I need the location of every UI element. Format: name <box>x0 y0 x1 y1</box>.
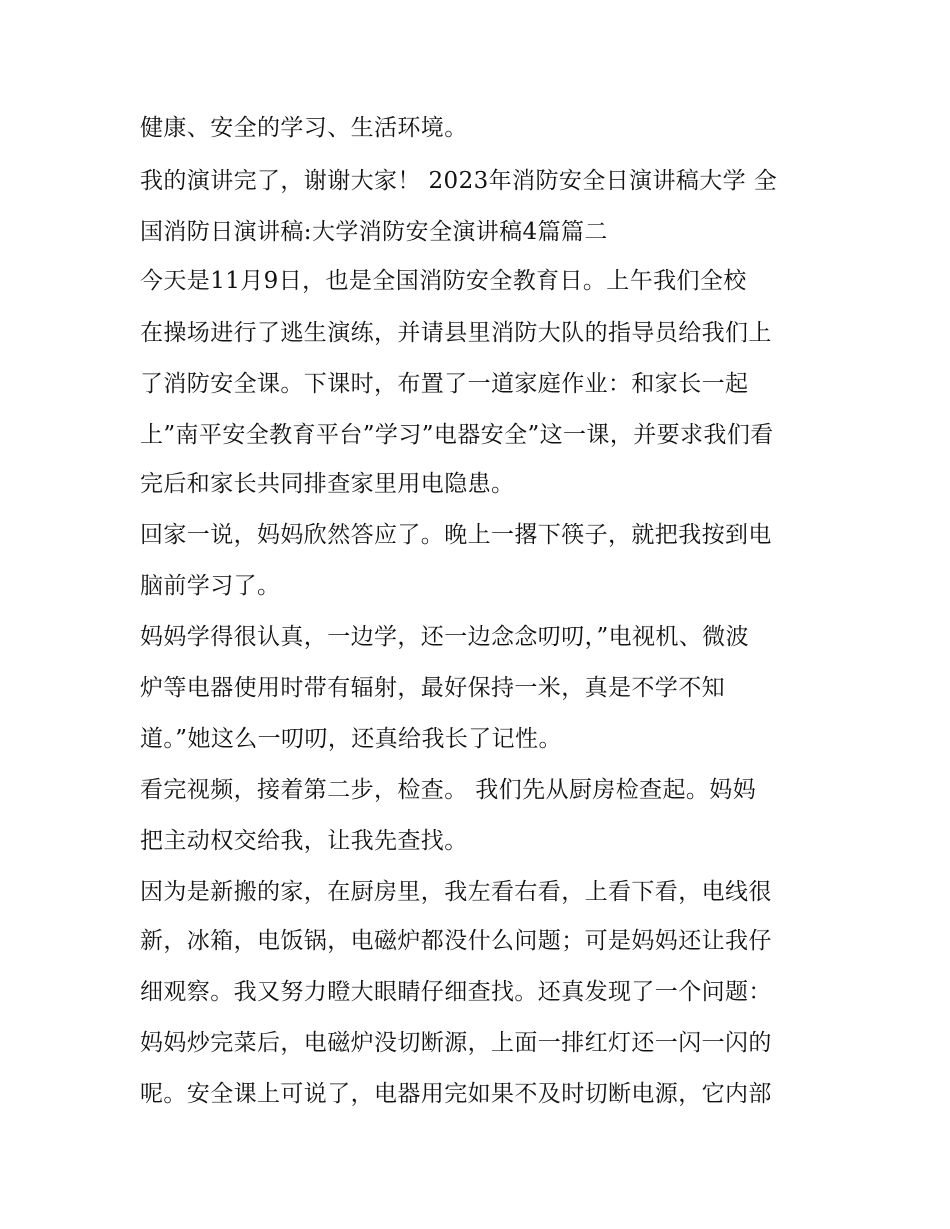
text-line: 因为是新搬的家，在厨房里，我左看右看，上看下看，电线很 <box>140 879 772 905</box>
text-line: 完后和家长共同排查家里用电隐患。 <box>140 471 515 497</box>
text-line: 了消防安全课。下课时，布置了一道家庭作业：和家长一起 <box>140 371 749 397</box>
text-line: 我的演讲完了，谢谢大家！ 2023年消防安全日演讲稿大学 全 <box>140 168 778 194</box>
text-line: 脑前学习了。 <box>140 573 281 599</box>
text-line: 道。”她这么一叨叨，还真给我长了记性。 <box>140 726 562 752</box>
text-line: 国消防日演讲稿:大学消防安全演讲稿4篇篇二 <box>140 219 608 245</box>
text-line: 看完视频，接着第二步，检查。 我们先从厨房检查起。妈妈 <box>140 777 757 803</box>
text-line: 在操场进行了逃生演练，并请县里消防大队的指导员给我们上 <box>140 320 772 346</box>
text-line: 上”南平安全教育平台”学习”电器安全”这一课，并要求我们看 <box>140 422 774 448</box>
text-line: 炉等电器使用时带有辐射，最好保持一米，真是不学不知 <box>140 675 725 701</box>
text-line: 妈妈炒完菜后，电磁炉没切断源，上面一排红灯还一闪一闪的 <box>140 1030 772 1056</box>
text-line: 健康、安全的学习、生活环境。 <box>140 115 468 141</box>
text-line: 把主动权交给我，让我先查找。 <box>140 828 468 854</box>
text-line: 妈妈学得很认真，一边学，还一边念念叨叨，”电视机、微波 <box>140 624 750 650</box>
text-line: 细观察。我又努力瞪大眼睛仔细查找。还真发现了一个问题： <box>140 979 772 1005</box>
text-line: 今天是11月9日，也是全国消防安全教育日。上午我们全校 <box>140 268 747 294</box>
text-line: 呢。安全课上可说了，电器用完如果不及时切断电源，它内部 <box>140 1081 772 1107</box>
text-line: 新，冰箱，电饭锅，电磁炉都没什么问题；可是妈妈还让我仔 <box>140 928 772 954</box>
text-line: 回家一说，妈妈欣然答应了。晚上一撂下筷子，就把我按到电 <box>140 522 772 548</box>
